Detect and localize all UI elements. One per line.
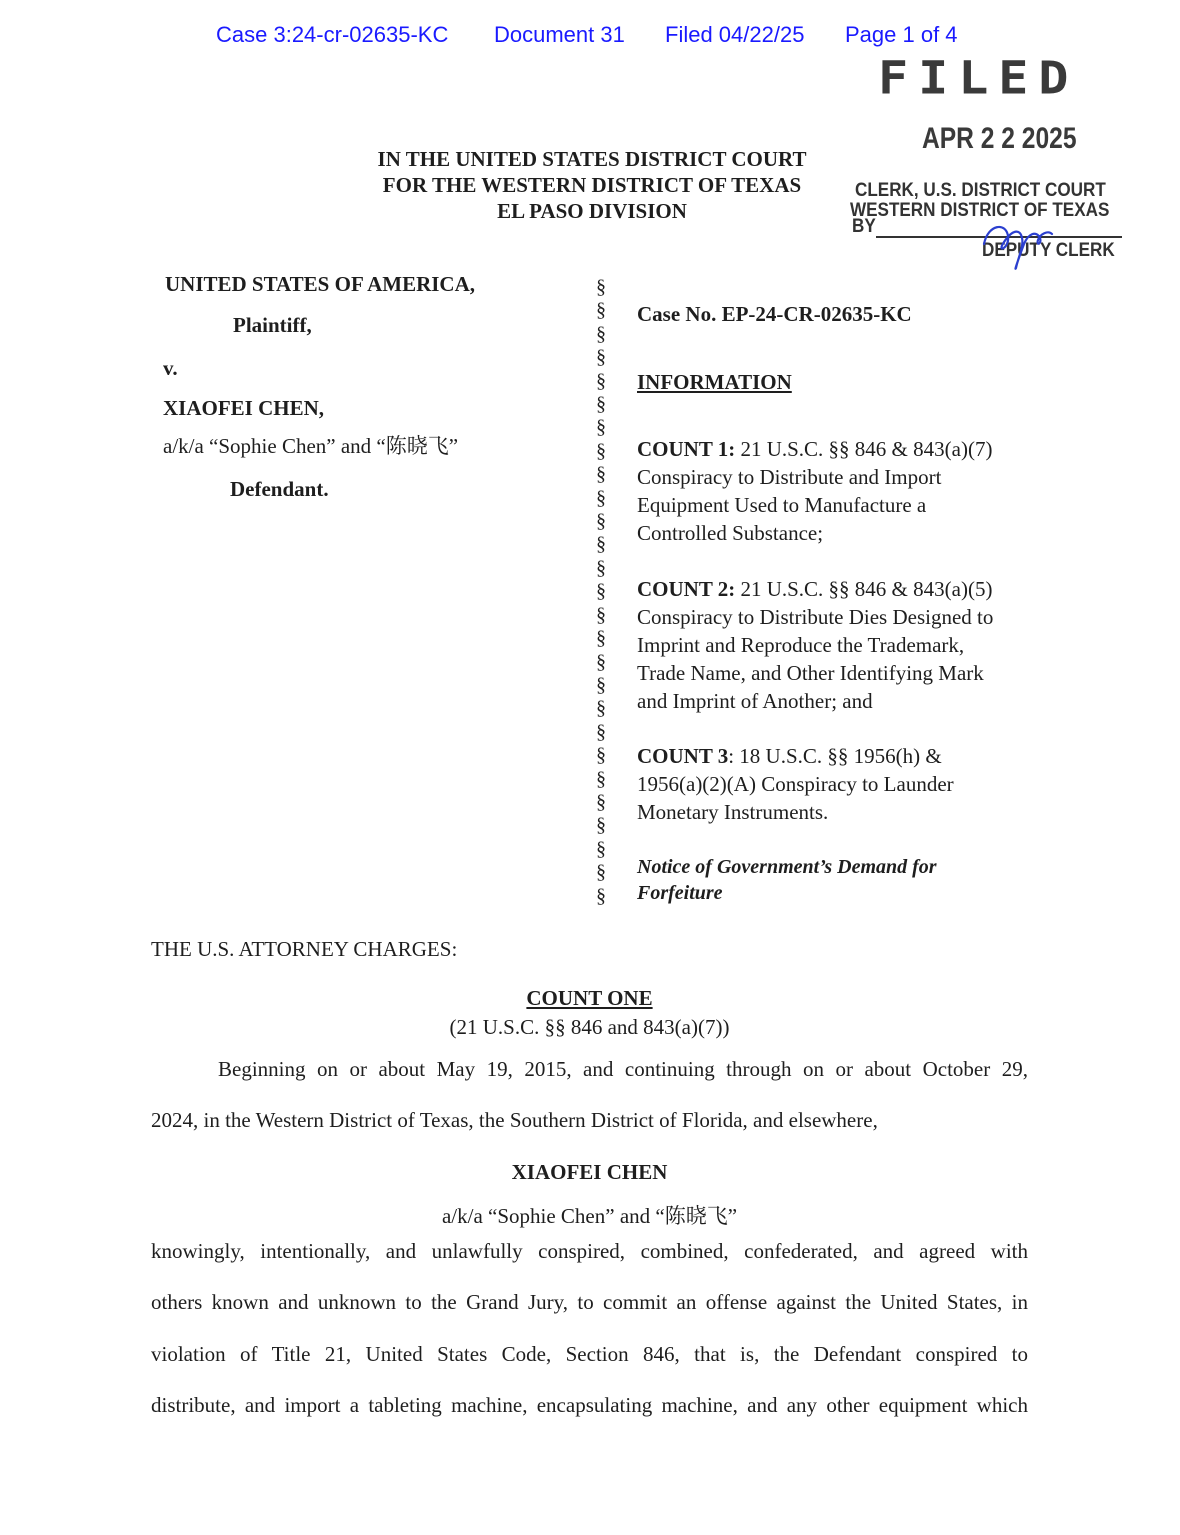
forfeiture-notice-line-2: Forfeiture <box>637 882 723 904</box>
versus: v. <box>163 356 178 380</box>
count-2-description-line: and Imprint of Another; and <box>637 689 873 713</box>
count-3-block <box>637 742 954 826</box>
plaintiff-role: Plaintiff, <box>233 313 312 337</box>
paragraph-line: others known and unknown to the Grand Jury, to commit an offense against the United States, in <box>151 1290 1028 1314</box>
section-symbol: § <box>596 393 606 416</box>
section-symbol: § <box>596 627 606 650</box>
section-symbol: § <box>596 884 606 907</box>
section-symbol-column <box>596 276 606 908</box>
count-3-description-line: 1956(a)(2)(A) Conspiracy to Launder <box>637 772 954 796</box>
section-symbol: § <box>596 510 606 533</box>
section-symbol: § <box>596 556 606 579</box>
forfeiture-notice <box>637 854 937 906</box>
section-symbol: § <box>596 790 606 813</box>
count-one-statute: (21 U.S.C. §§ 846 and 843(a)(7)) <box>449 1015 730 1039</box>
count-3-statute: : 18 U.S.C. §§ 1956(h) & <box>728 744 942 768</box>
filed-stamp: FILED <box>878 52 1079 105</box>
section-symbol: § <box>596 416 606 439</box>
section-symbol: § <box>596 673 606 696</box>
paragraph-line: Beginning on or about May 19, 2015, and continuing through on or about October 29, <box>218 1057 1028 1081</box>
defendant-aka-body: a/k/a “Sophie Chen” and “陈晓飞” <box>441 1204 738 1228</box>
forfeiture-notice-line-1: Notice of Government’s Demand for <box>637 856 937 878</box>
section-symbol: § <box>596 720 606 743</box>
paragraph-line: distribute, and import a tableting machine, encapsulating machine, and any other equipment which <box>151 1393 1028 1417</box>
section-symbol: § <box>596 276 606 298</box>
paragraph-line: violation of Title 21, United States Code, Section 846, that is, the Defendant conspired to <box>151 1342 1028 1366</box>
section-symbol: § <box>596 814 606 837</box>
section-symbol: § <box>596 650 606 673</box>
stamp-deputy-clerk: DEPUTY CLERK <box>982 240 1115 261</box>
section-symbol: § <box>596 603 606 626</box>
header-document-number: Document 31 <box>494 22 625 47</box>
court-heading-line-2: FOR THE WESTERN DISTRICT OF TEXAS <box>382 173 802 197</box>
court-heading <box>292 146 892 224</box>
header-filed-date: Filed 04/22/25 <box>665 22 805 47</box>
section-symbol: § <box>596 439 606 462</box>
section-symbol: § <box>596 299 606 322</box>
count-2-block <box>637 575 993 715</box>
count-3-label: COUNT 3 <box>637 744 729 768</box>
count-1-description-line: Controlled Substance; <box>637 521 824 545</box>
section-symbol: § <box>596 697 606 720</box>
document-type: INFORMATION <box>637 370 792 394</box>
count-2-label: COUNT 2: <box>637 577 736 601</box>
header-case-number: Case 3:24-cr-02635-KC <box>216 22 449 47</box>
section-symbol: § <box>596 580 606 603</box>
count-2-description-line: Imprint and Reproduce the Trademark, <box>637 633 965 657</box>
count-1-description-line: Equipment Used to Manufacture a <box>637 493 927 517</box>
defendant-aka: a/k/a “Sophie Chen” and “陈晓飞” <box>163 434 459 458</box>
count-3-description-line: Monetary Instruments. <box>637 800 829 824</box>
case-number: Case No. EP-24-CR-02635-KC <box>637 302 912 326</box>
paragraph-line: knowingly, intentionally, and unlawfully conspired, combined, confederated, and agreed with <box>151 1239 1028 1263</box>
section-symbol: § <box>596 463 606 486</box>
defendant-name: XIAOFEI CHEN, <box>163 396 325 420</box>
court-heading-line-3: EL PASO DIVISION <box>497 199 687 223</box>
charges-heading: THE U.S. ATTORNEY CHARGES: <box>151 937 458 961</box>
header-page-count: Page 1 of 4 <box>845 22 958 47</box>
count-2-description-line: Trade Name, and Other Identifying Mark <box>637 661 984 685</box>
section-symbol: § <box>596 533 606 556</box>
section-symbol: § <box>596 369 606 392</box>
paragraph-line: 2024, in the Western District of Texas, the Southern District of Florida, and elsewhere, <box>151 1108 878 1132</box>
stamp-clerk-line-2: WESTERN DISTRICT OF TEXAS <box>850 200 1110 221</box>
stamp-clerk-line-1: CLERK, U.S. DISTRICT COURT <box>855 180 1106 201</box>
defendant-role: Defendant. <box>230 477 329 501</box>
count-1-description-line: Conspiracy to Distribute and Import <box>637 465 942 489</box>
deputy-signature <box>978 214 1058 274</box>
section-symbol: § <box>596 322 606 345</box>
stamp-date: APR 2 2 2025 <box>922 122 1077 155</box>
section-symbol: § <box>596 486 606 509</box>
count-1-statute: 21 U.S.C. §§ 846 & 843(a)(7) <box>735 437 993 461</box>
section-symbol: § <box>596 767 606 790</box>
count-1-block <box>637 435 992 547</box>
plaintiff-name: UNITED STATES OF AMERICA, <box>165 272 475 296</box>
section-symbol: § <box>596 744 606 767</box>
section-symbol: § <box>596 861 606 884</box>
section-symbol: § <box>596 346 606 369</box>
count-one-title: COUNT ONE <box>526 986 653 1010</box>
section-symbol: § <box>596 837 606 860</box>
count-1-label: COUNT 1: <box>637 437 736 461</box>
count-2-statute: 21 U.S.C. §§ 846 & 843(a)(5) <box>735 577 993 601</box>
court-heading-line-1: IN THE UNITED STATES DISTRICT COURT <box>377 147 807 171</box>
defendant-name-body: XIAOFEI CHEN <box>511 1160 668 1184</box>
count-2-description-line: Conspiracy to Distribute Dies Designed to <box>637 605 994 629</box>
stamp-by-label: BY <box>852 216 876 237</box>
